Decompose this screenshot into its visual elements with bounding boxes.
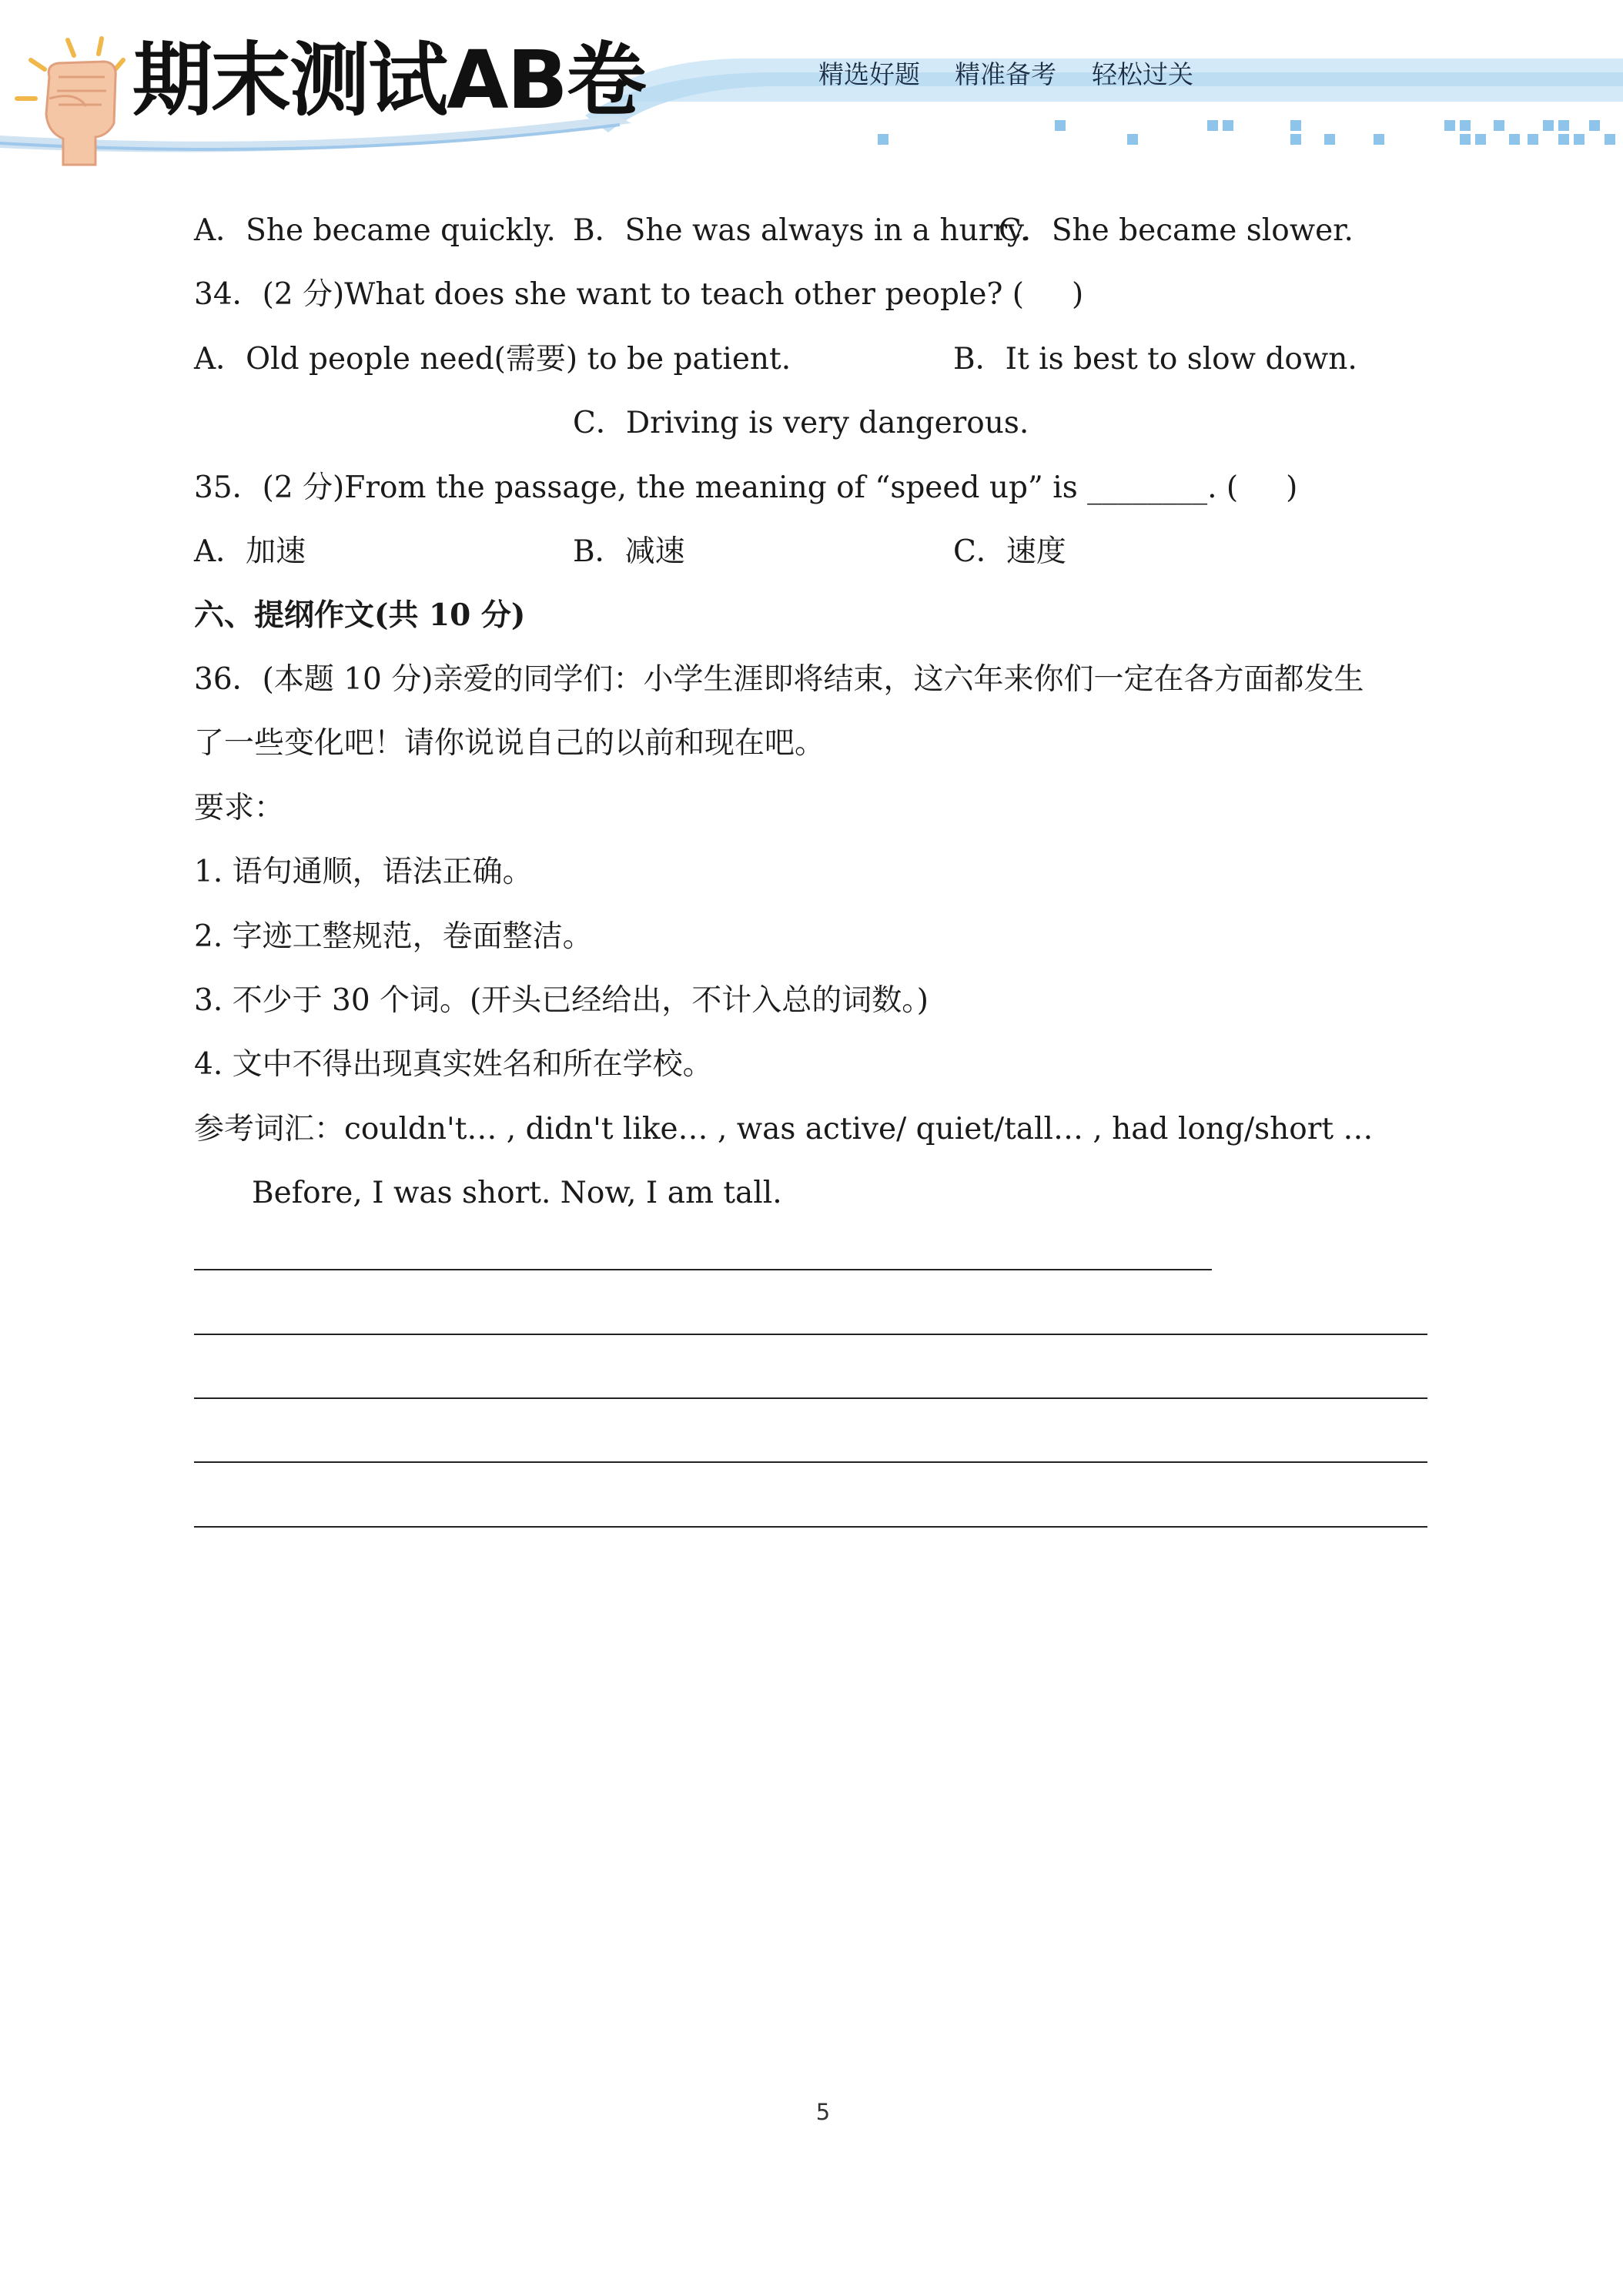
answer-line[interactable]	[194, 1269, 1212, 1270]
q34-stem: 34．(2 分)What does she want to teach other people? ( )	[194, 277, 1084, 312]
q36-prompt-line2: 了一些变化吧！请你说说自己的以前和现在吧。	[194, 726, 825, 761]
requirement-item: 3. 不少于 30 个词。(开头已经给出，不计入总的词数。)	[194, 983, 929, 1018]
slogan-3: 轻松过关	[1092, 59, 1193, 89]
requirement-item: 2. 字迹工整规范，卷面整洁。	[194, 919, 593, 954]
reference-vocabulary: 参考词汇：couldn't… , didn't like… , was active/ quiet/tall… , had long/short …	[194, 1112, 1374, 1146]
q35-option-b: B．减速	[573, 534, 685, 569]
q33-option-b: B．She was always in a hurry.	[573, 213, 1030, 248]
answer-line[interactable]	[194, 1334, 1427, 1335]
q34-option-c: C．Driving is very dangerous.	[573, 406, 1029, 440]
answer-line[interactable]	[194, 1461, 1427, 1463]
slogan-2: 精准备考	[955, 59, 1056, 89]
requirements-label: 要求：	[194, 791, 285, 825]
page-number: 5	[815, 2099, 831, 2125]
slogan-1: 精选好题	[818, 59, 920, 89]
section-heading: 六、提纲作文(共 10 分)	[194, 597, 526, 633]
q34-option-b: B．It is best to slow down.	[953, 342, 1357, 377]
q35-option-c: C．速度	[953, 534, 1066, 569]
q34-option-a: A．Old people need(需要) to be patient.	[194, 342, 791, 377]
answer-line[interactable]	[194, 1397, 1427, 1399]
q33-option-c: C．She became slower.	[999, 213, 1354, 248]
q33-option-a: A．She became quickly.	[194, 213, 556, 248]
header-banner	[0, 0, 1623, 169]
essay-opening: Before, I was short. Now, I am tall.	[252, 1176, 782, 1210]
answer-line[interactable]	[194, 1526, 1427, 1528]
requirement-item: 4. 文中不得出现真实姓名和所在学校。	[194, 1047, 713, 1082]
q35-option-a: A．加速	[194, 534, 306, 569]
requirement-item: 1. 语句通顺，语法正确。	[194, 855, 533, 889]
brand-title: 期末测试AB卷	[132, 33, 645, 127]
q35-stem: 35．(2 分)From the passage, the meaning of “speed up” is ________. ( )	[194, 470, 1298, 505]
q36-prompt-line1: 36．(本题 10 分)亲爱的同学们：小学生涯即将结束，这六年来你们一定在各方面都发生	[194, 662, 1364, 697]
